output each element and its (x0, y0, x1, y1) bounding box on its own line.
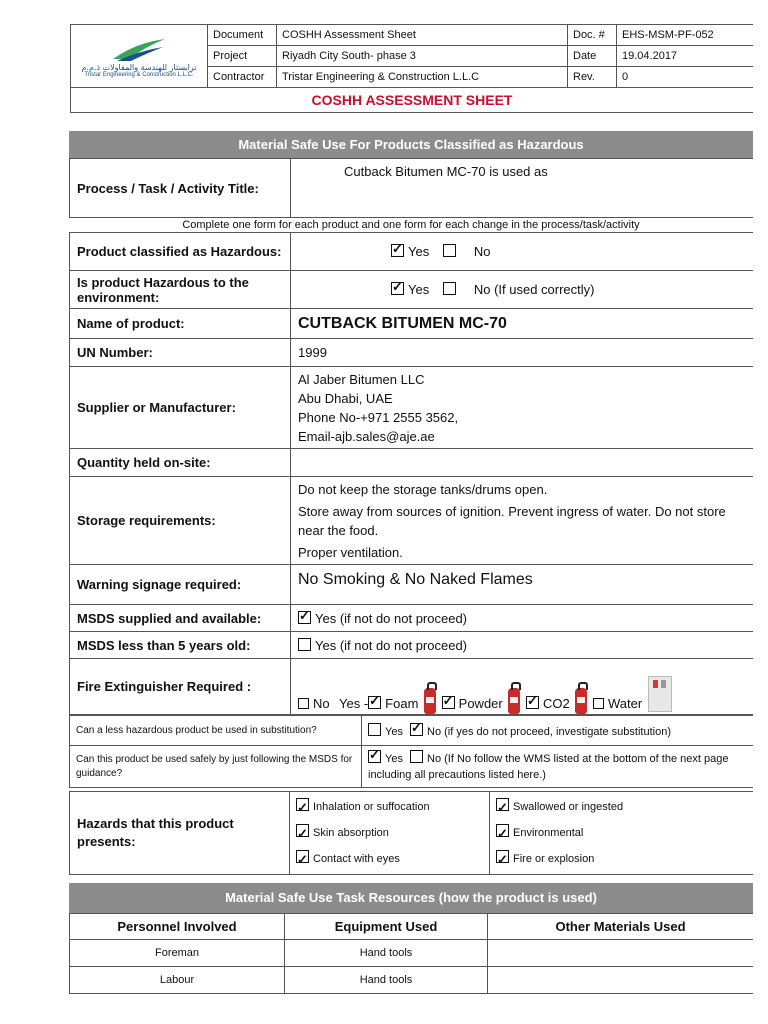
col-personnel-header: Personnel Involved (70, 914, 285, 940)
env-options (291, 271, 754, 309)
product-name-label: Name of product: (70, 309, 291, 339)
document-label: Document (208, 25, 277, 46)
env-yes-checkbox[interactable] (391, 282, 404, 295)
hazard-item: ✓Inhalation or suffocation (296, 794, 483, 820)
col-other-header: Other Materials Used (488, 914, 754, 940)
fire-extinguisher-icon (575, 688, 587, 714)
hazard-checkbox[interactable] (296, 850, 309, 863)
fire-water-checkbox[interactable] (593, 698, 604, 709)
personnel-cell: Foreman (70, 940, 285, 967)
fire-co2-checkbox[interactable] (526, 696, 539, 709)
substitution-no-checkbox[interactable] (410, 723, 423, 736)
substitution-label: Can a less hazardous product be used in substitution? (70, 716, 362, 746)
fire-no-label: No (313, 695, 330, 711)
hazards-section (69, 791, 753, 875)
hazardous-product-section (69, 131, 753, 788)
fire-yes-label: Yes - (339, 695, 369, 711)
hazards-label: Hazards that this product presents: (70, 792, 290, 875)
hazard-checkbox[interactable] (496, 824, 509, 837)
document-value: COSHH Assessment Sheet (277, 25, 568, 46)
fire-extinguisher-icon (424, 688, 436, 714)
col-equipment-header: Equipment Used (285, 914, 488, 940)
hazards-column-right (490, 792, 754, 875)
substitution-yes-label: Yes (385, 726, 403, 738)
classified-options (291, 233, 754, 271)
classified-label: Product classified as Hazardous: (70, 233, 291, 271)
task-resources-section (69, 883, 753, 994)
doc-no-value: EHS-MSM-PF-052 (617, 25, 754, 46)
env-no-label: No (If used correctly) (473, 282, 595, 297)
quantity-value (291, 449, 754, 477)
project-value: Riyadh City South- phase 3 (277, 46, 568, 67)
fire-label: Fire Extinguisher Required : (70, 659, 291, 715)
fire-powder-label: Powder (458, 695, 503, 711)
signage-label: Warning signage required: (70, 565, 291, 605)
rev-value: 0 (617, 67, 754, 88)
classified-yes-label: Yes (408, 244, 430, 259)
supplier-line: Al Jaber Bitumen LLC (298, 371, 425, 387)
supplier-line: Phone No-+971 2555 3562, (298, 409, 459, 425)
hazard-checkbox[interactable] (496, 798, 509, 811)
hazard-checkbox[interactable] (296, 798, 309, 811)
substitution-yes-checkbox[interactable] (368, 723, 381, 736)
hazard-item: ✓Skin absorption (296, 820, 483, 846)
fire-foam-checkbox[interactable] (368, 696, 381, 709)
other-materials-cell (488, 967, 754, 994)
msds-label: MSDS supplied and available: (70, 605, 291, 632)
msds-yes-label: Yes (if not do not proceed) (315, 610, 468, 626)
un-number-label: UN Number: (70, 339, 291, 367)
safe-use-yes-label: Yes (385, 753, 403, 765)
supplier-label: Supplier or Manufacturer: (70, 367, 291, 449)
fire-no-checkbox[interactable] (298, 698, 309, 709)
product-name-value: CUTBACK BITUMEN MC-70 (291, 309, 754, 339)
msds5-label: MSDS less than 5 years old: (70, 632, 291, 659)
hazard-item: ✓Swallowed or ingested (496, 794, 747, 820)
storage-line: Store away from sources of ignition. Prevent ingress of water. Do not store near the food. (298, 503, 726, 538)
fire-options (291, 659, 754, 715)
date-value: 19.04.2017 (617, 46, 754, 67)
env-no-checkbox[interactable] (443, 282, 456, 295)
process-value: Cutback Bitumen MC-70 is used as (291, 159, 754, 218)
hazard-checkbox[interactable] (296, 824, 309, 837)
contractor-label: Contractor (208, 67, 277, 88)
section2-banner: Material Safe Use Task Resources (how the product is used) (69, 883, 753, 913)
logo-swoosh-icon (109, 37, 169, 63)
quantity-label: Quantity held on-site: (70, 449, 291, 477)
supplier-line: Email-ajb.sales@aje.ae (298, 428, 435, 444)
env-label: Is product Hazardous to the environment: (70, 271, 291, 309)
instruction-text: Complete one form for each product and one form for each change in the process/task/activity (182, 219, 640, 231)
section1-banner: Material Safe Use For Products Classified as Hazardous (69, 131, 753, 158)
supplier-line: Abu Dhabi, UAE (298, 390, 393, 406)
hazard-checkbox[interactable] (496, 850, 509, 863)
hazard-item: ✓Environmental (496, 820, 747, 846)
hazards-column-left (290, 792, 490, 875)
fire-co2-label: CO2 (542, 695, 570, 711)
safe-use-yes-checkbox[interactable] (368, 750, 381, 763)
un-number-value: 1999 (291, 339, 754, 367)
fire-powder-checkbox[interactable] (442, 696, 455, 709)
storage-label: Storage requirements: (70, 477, 291, 565)
table-row (70, 967, 754, 994)
contractor-value: Tristar Engineering & Construction L.L.C (277, 67, 568, 88)
msds5-options (291, 632, 754, 659)
project-label: Project (208, 46, 277, 67)
other-materials-cell (488, 940, 754, 967)
safe-use-options (362, 746, 754, 788)
substitution-options (362, 716, 754, 746)
equipment-cell: Hand tools (285, 940, 488, 967)
safe-use-no-label: No (If No follow the WMS listed at the bottom of the next page including all precautions listed here.) (368, 753, 729, 781)
document-header (70, 24, 753, 113)
hazard-item: ✓Fire or explosion (496, 846, 747, 872)
logo-english-text: Tristar Engineering & Construction L.L.C. (84, 71, 194, 78)
table-row (70, 940, 754, 967)
classified-no-label: No (473, 244, 491, 259)
fire-foam-label: Foam (385, 695, 419, 711)
msds5-yes-label: Yes (if not do not proceed) (315, 637, 468, 653)
supplier-value (291, 367, 754, 449)
equipment-cell: Hand tools (285, 967, 488, 994)
substitution-no-label: No (if yes do not proceed, investigate substitution) (427, 726, 671, 738)
sheet-title: COSHH ASSESSMENT SHEET (71, 88, 754, 113)
hazard-item: ✓Contact with eyes (296, 846, 483, 872)
storage-line: Do not keep the storage tanks/drums open. (298, 481, 548, 497)
env-yes-label: Yes (408, 282, 430, 297)
date-label: Date (568, 46, 617, 67)
storage-value (291, 477, 754, 565)
safe-use-no-checkbox[interactable] (410, 750, 423, 763)
process-label: Process / Task / Activity Title: (70, 159, 291, 218)
msds-options (291, 605, 754, 632)
logo-arabic-text: ترايستار للهندسة والمقاولات ذ.م.م (81, 62, 197, 72)
signage-value: No Smoking & No Naked Flames (291, 565, 754, 605)
personnel-cell: Labour (70, 967, 285, 994)
fire-extinguisher-icon (508, 688, 520, 714)
storage-line: Proper ventilation. (298, 544, 403, 560)
resources-table (69, 913, 753, 994)
doc-no-label: Doc. # (568, 25, 617, 46)
company-logo (71, 25, 208, 88)
msds5-yes-checkbox[interactable] (298, 638, 311, 651)
classified-yes-checkbox[interactable] (391, 244, 404, 257)
fire-water-label: Water (607, 695, 643, 711)
msds-yes-checkbox[interactable] (298, 611, 311, 624)
rev-label: Rev. (568, 67, 617, 88)
water-extinguisher-icon (648, 676, 672, 712)
classified-no-checkbox[interactable] (443, 244, 456, 257)
safe-use-label: Can this product be used safely by just following the MSDS for guidance? (70, 746, 362, 788)
